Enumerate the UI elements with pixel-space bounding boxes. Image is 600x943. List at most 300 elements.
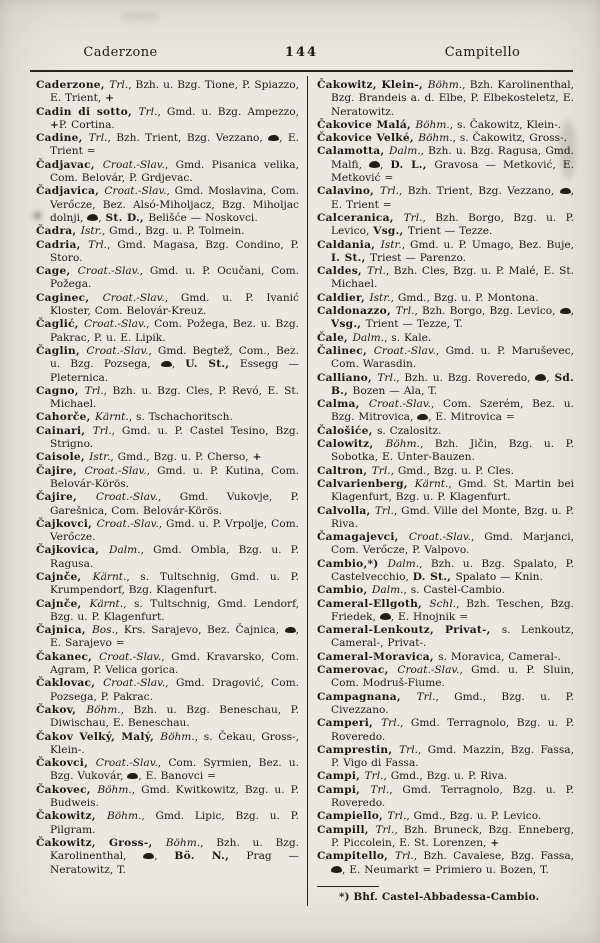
entry-text: , Gmd., Bzg. u. P. Cherso, — [110, 451, 253, 464]
entry-headword-or-line-abbr: Camerovac, — [317, 664, 398, 677]
entry-headword-or-line-abbr: Čakovci, — [36, 757, 96, 770]
entry-text: , Krs. Sarajevo, Bez. Čajnica, — [114, 624, 285, 637]
gazetteer-entry — [317, 531, 574, 558]
gazetteer-entry — [317, 651, 574, 664]
entry-headword-or-line-abbr: Čadjavica, — [36, 185, 105, 198]
entry-text: Trient — Tezze. — [407, 225, 493, 238]
region-abbreviation: Trl. — [374, 504, 394, 517]
entry-text: , s. Čakowitz, Klein-. — [449, 118, 562, 131]
entry-text: , Bzh. Karolinenthal, Bzg. Brandeis a. d. Elbe, P. Elbekosteletz, E. Neratowitz. — [331, 79, 574, 118]
region-abbreviation: Kärnt. — [89, 597, 124, 610]
running-head — [30, 45, 573, 60]
entry-text: , Gmd. Terragnolo, Bzg. u. P. Roveredo. — [331, 717, 574, 743]
entry-text: , Gmd. Mazzin, Bzg. Fassa, P. Vigo di Fassa. — [331, 743, 574, 770]
entry-headword-or-line-abbr: Campi, — [317, 770, 365, 783]
entry-headword-or-line-abbr: Cameral-Lenkoutz, Privat-, — [317, 624, 502, 637]
entry-text: Essegg — Pleternica. — [50, 358, 299, 384]
entry-text: , — [380, 158, 391, 171]
entry-text: , Gmd. u. Bzg. Ampezzo, — [157, 105, 300, 118]
header-rule — [30, 70, 573, 72]
entry-text: , Bzh. u. Bzg. Tione, P. Spiazzo, E. Trient, — [50, 79, 299, 105]
region-abbreviation: Croat.-Slav. — [104, 185, 167, 198]
region-abbreviation: Trl. — [109, 79, 129, 91]
entry-text: Triest — Parenzo. — [369, 251, 467, 264]
gazetteer-entry — [36, 318, 299, 345]
left-catchword: Caderzone — [83, 45, 158, 60]
footnote-text: *) Bhf. Castel-Abbadessa-Cambio. — [339, 890, 540, 903]
gazetteer-entry — [36, 159, 299, 186]
entry-text: Prag — Neratowitz, T. — [50, 850, 299, 876]
entry-text: , Gmd. Lipic, Bzg. u. P. Pilgram. — [50, 810, 299, 836]
right-catchword: Campitello — [444, 45, 521, 60]
entry-text: , Gmd. u. P. Umago, Bez. Buje, — [401, 238, 574, 251]
gazetteer-entry — [36, 704, 299, 731]
entry-headword-or-line-abbr: Caldania, — [317, 238, 381, 251]
entry-headword-or-line-abbr: Caderzone, — [36, 79, 110, 91]
gazetteer-entry — [36, 292, 299, 319]
entry-text: , Gmd. Magasa, Bzg. Condino, P. Storo. — [50, 238, 299, 264]
gazetteer-entry — [36, 491, 299, 518]
posthorn-icon — [161, 361, 172, 368]
entry-headword-or-line-abbr: Čakovice Malá, — [317, 118, 416, 131]
gazetteer-entry — [317, 145, 574, 185]
region-abbreviation: Istr. — [89, 451, 111, 464]
entry-text: Spalato — Knin. — [455, 570, 543, 583]
gazetteer-entry — [36, 385, 299, 412]
gazetteer-entry — [317, 132, 574, 145]
entry-text: , E. Trient = — [50, 132, 299, 158]
entry-text: , Bzh. u. Bzg. Cles, P. Revó, E. St. Michael. — [50, 384, 299, 411]
region-abbreviation: Trl. — [88, 238, 108, 251]
gazetteer-entry — [317, 598, 574, 625]
region-abbreviation: Trl. — [387, 810, 407, 823]
entry-headword-or-line-abbr: Čajkovica, — [36, 544, 109, 557]
entry-headword-or-line-abbr: Vsg., — [331, 318, 366, 331]
entry-headword-or-line-abbr: Cajnče, — [36, 570, 93, 583]
entry-text: , Bzh. Trient, Bzg. Vezzano, — [398, 185, 560, 198]
entry-headword-or-line-abbr: Camprestin, — [317, 743, 400, 756]
gazetteer-entry — [36, 810, 299, 837]
region-abbreviation: Trl. — [138, 105, 158, 118]
entry-text: s. Czalositz. — [376, 424, 442, 437]
gazetteer-entry — [317, 185, 574, 212]
region-abbreviation: Böhm. — [97, 783, 132, 796]
entry-headword-or-line-abbr: D. St., — [412, 570, 456, 583]
region-abbreviation: Trl. — [375, 823, 395, 836]
gazetteer-entry — [317, 79, 574, 119]
entry-text: , Gmd. u. P. Ivanić Kloster, Com. Belovár-Kreuz. — [50, 291, 299, 318]
entry-headword-or-line-abbr: Caldonazzo, — [317, 305, 396, 318]
region-abbreviation: Croat.-Slav. — [95, 757, 158, 770]
gazetteer-entry — [36, 465, 299, 492]
gazetteer-entry — [317, 305, 574, 332]
gazetteer-entry — [317, 119, 574, 132]
cross-icon: + — [252, 451, 262, 464]
region-abbreviation: Dalm. — [387, 557, 420, 570]
entry-headword-or-line-abbr: Cameral-Ellgoth, — [317, 597, 430, 610]
gazetteer-entry — [317, 332, 574, 345]
region-abbreviation: Dalm. — [108, 544, 141, 557]
entry-text: , Bzh. u. Bzg. Karolinenthal, — [50, 836, 300, 863]
region-abbreviation: Trl. — [84, 384, 104, 397]
entry-text: , Gmd., Bzg. u. P. Tolmein. — [101, 225, 245, 238]
region-abbreviation: Croat.-Slav. — [368, 398, 431, 411]
region-abbreviation: Croat.-Slav. — [102, 291, 165, 304]
region-abbreviation: Trl. — [371, 464, 391, 477]
gazetteer-entry — [36, 784, 299, 811]
region-abbreviation: Böhm. — [107, 810, 142, 823]
region-abbreviation: Croat.-Slav. — [95, 491, 158, 504]
gazetteer-entry — [317, 239, 574, 266]
gazetteer-entry — [317, 770, 574, 783]
cross-icon: + — [105, 92, 114, 105]
gazetteer-entry — [317, 345, 574, 372]
gazetteer-entry — [317, 784, 574, 811]
entry-headword-or-line-abbr: Bö. N., — [174, 850, 247, 863]
region-abbreviation: Böhm. — [415, 118, 450, 131]
cross-icon: + — [50, 118, 59, 131]
gazetteer-entry — [36, 345, 299, 385]
entry-text: , s. Kale. — [384, 331, 432, 344]
gazetteer-entry — [317, 465, 574, 478]
gazetteer-entry — [317, 265, 574, 292]
entry-headword-or-line-abbr: Cage, — [36, 265, 78, 278]
region-abbreviation: Kärnt. — [92, 570, 127, 583]
entry-text: , Gmd. u. P. Kutina, Com. Belovár-Körös. — [50, 464, 299, 490]
region-abbreviation: Trl. — [403, 211, 423, 224]
region-abbreviation: Dalm. — [352, 331, 385, 344]
entry-headword-or-line-abbr: Caldes, — [317, 265, 367, 278]
posthorn-icon — [285, 627, 296, 634]
region-abbreviation: Croat.-Slav. — [408, 531, 472, 544]
region-abbreviation: Böhm. — [160, 730, 195, 743]
region-abbreviation: Croat.-Slav. — [77, 265, 140, 278]
gazetteer-entry — [317, 584, 574, 597]
gazetteer-entry — [36, 837, 299, 877]
entry-text: Bozen — Ala, T. — [352, 384, 438, 397]
entry-headword-or-line-abbr: D. L., — [390, 158, 435, 171]
entry-text: , Gmd., Bzg. u. P. Montona. — [390, 291, 539, 304]
gazetteer-entry — [317, 824, 574, 851]
gazetteer-entry — [36, 451, 299, 464]
region-abbreviation: Croat.-Slav. — [96, 517, 159, 530]
entry-headword-or-line-abbr: Čakanec, — [36, 650, 100, 663]
entry-text: , s. Tultschnig, Gmd. Lendorf, Bzg. u. P. Klagenfurt. — [50, 597, 299, 623]
footnote-block — [317, 886, 574, 904]
entry-text: , Gmd., Bzg. u. P. Levico. — [406, 810, 542, 823]
entry-headword-or-line-abbr: Caginec, — [36, 291, 103, 304]
entry-text: , Bzh. u. Bzg. Ragusa, Gmd. Malfi, — [331, 145, 574, 171]
entry-text: , Bzh. u. Bzg. Beneschau, P. Diwischau, E. Beneschau. — [50, 703, 299, 730]
entry-headword-or-line-abbr: Čajkovci, — [36, 517, 97, 530]
region-abbreviation: Böhm. — [418, 132, 453, 145]
entry-text: , s. Tultschnig, Gmd. u. P. Krumpendorf, Bzg. Klagenfurt. — [50, 570, 299, 597]
region-abbreviation: Trl. — [92, 424, 112, 437]
gazetteer-entry — [36, 651, 299, 678]
entry-headword-or-line-abbr: Campill, — [317, 823, 376, 836]
entry-headword-or-line-abbr: Cadin di sotto, — [36, 105, 139, 118]
posthorn-icon — [143, 853, 154, 860]
entry-text: s. Lenkoutz, Cameral-, Privat-. — [331, 624, 574, 650]
entry-text: , Gmd. Marjanci, Com. Verőcze, P. Valpovo. — [331, 531, 574, 557]
entry-text: Gravosa — Metković, E. Metković = — [331, 158, 574, 185]
gazetteer-entry — [36, 132, 299, 159]
entry-text: , Com. Szerém, Bez. u. Bzg. Mitrovica, — [331, 398, 574, 424]
entry-headword-or-line-abbr: Čale, — [317, 331, 353, 344]
entry-text: , Gmd. u. P. Castel Tesino, Bzg. Strigno. — [50, 424, 299, 451]
entry-headword-or-line-abbr: Čakowitz, — [36, 810, 107, 823]
entry-headword-or-line-abbr: Cameral-Moravica, — [317, 650, 439, 663]
region-abbreviation: Trl. — [394, 850, 414, 863]
region-abbreviation: Croat.-Slav. — [373, 344, 436, 357]
entry-headword-or-line-abbr: Čakov Velký, Malý, — [36, 730, 161, 743]
gazetteer-entry — [36, 571, 299, 598]
entry-text: , E. Sarajevo = — [50, 624, 300, 650]
entry-headword-or-line-abbr: Cadine, — [36, 132, 89, 145]
page-number: 144 — [284, 45, 319, 60]
entry-text: , Bzh. Jičin, Bzg. u. P. Sobotka, E. Unter-Bauzen. — [331, 438, 574, 464]
entry-text: , Gmd. u. P. Sluin, Com. Modruš-Fiume. — [331, 664, 574, 690]
region-abbreviation: Trl. — [381, 717, 400, 730]
entry-text: , Bzh. Bruneck, Bzg. Enneberg, P. Piccolein, E. St. Lorenzen, — [331, 823, 574, 849]
entry-text: , — [570, 305, 574, 318]
region-abbreviation: Dalm. — [389, 145, 421, 158]
gazetteer-entry — [36, 731, 299, 758]
region-abbreviation: Schl. — [429, 597, 457, 610]
region-abbreviation: Croat.-Slav. — [83, 318, 147, 331]
gazetteer-entry — [36, 225, 299, 238]
gazetteer-entry — [317, 398, 574, 425]
entry-text: , — [154, 850, 175, 863]
entry-headword-or-line-abbr: Čaklovac, — [36, 677, 104, 690]
entry-headword-or-line-abbr: Calliano, — [317, 371, 378, 384]
entry-text: , s. Castel-Cambio. — [403, 584, 505, 597]
entry-headword-or-line-abbr: Cahorče, — [36, 411, 95, 424]
posthorn-icon — [127, 773, 138, 780]
gazetteer-entry — [36, 624, 299, 651]
entry-headword-or-line-abbr: Cainari, — [36, 424, 93, 437]
entry-text: , Bzh. Borgo, Bzg. u. P. Levico, — [331, 211, 574, 238]
region-abbreviation: Trl. — [364, 770, 384, 783]
gazetteer-entry — [36, 677, 299, 704]
entry-text: , Com. Požega, Bez. u. Bzg. Pakrac, P. u. E. Lipik. — [50, 318, 299, 344]
region-abbreviation: Croat.-Slav. — [86, 344, 149, 357]
gazetteer-entry — [317, 624, 574, 651]
entry-text: , Gmd. Begtež, Com., Bez. u. Bzg. Pozsega, — [50, 344, 299, 371]
entry-headword-or-line-abbr: Čajire, — [36, 491, 96, 504]
entry-text: s. Moravica, Cameral-. — [438, 650, 561, 663]
region-abbreviation: Bos. — [91, 624, 115, 637]
entry-text: , Gmd. Kwitkowitz, Bzg. u. P. Budweis. — [50, 783, 299, 810]
entry-text: , s. Tschachoritsch. — [128, 411, 233, 424]
region-abbreviation: Croat.-Slav. — [103, 677, 166, 690]
gazetteer-entry — [36, 425, 299, 452]
gazetteer-entry — [317, 850, 574, 877]
footnote-rule — [317, 886, 379, 887]
region-abbreviation: Trl. — [370, 783, 390, 796]
cross-icon: + — [490, 836, 500, 849]
gazetteer-entry — [317, 717, 574, 744]
entry-headword-or-line-abbr: Calowitz, — [317, 438, 386, 451]
posthorn-icon — [87, 214, 98, 221]
entry-headword-or-line-abbr: Caisole, — [36, 451, 90, 464]
posthorn-icon — [535, 374, 546, 381]
entry-text: , Gmd., Bzg. u. P. Cles. — [390, 464, 514, 477]
gazetteer-entry — [36, 544, 299, 571]
entry-text: , Gmd. St. Martin bei Klagenfurt, Bzg. u. P. Klagenfurt. — [331, 477, 574, 504]
entry-text: , Com. Syrmien, Bez. u. Bzg. Vukovár, — [50, 757, 299, 783]
entry-headword-or-line-abbr: Calma, — [317, 398, 369, 411]
entry-headword-or-line-abbr: Calceranica, — [317, 211, 404, 224]
entry-text: , Bzh. Borgo, Bzg. Levico, — [414, 305, 560, 318]
left-column — [36, 79, 299, 877]
region-abbreviation: Istr. — [369, 291, 391, 304]
region-abbreviation: Croat.-Slav. — [397, 664, 460, 677]
entry-text: , E. Banovci = — [138, 770, 216, 783]
entry-text: , Gmd., Bzg. u. P. Riva. — [383, 770, 508, 783]
region-abbreviation: Trl. — [367, 265, 386, 278]
entry-headword-or-line-abbr: Calamotta, — [317, 145, 390, 158]
entry-text: , Gmd., Bzg. u. P. Civezzano. — [331, 690, 574, 716]
entry-headword-or-line-abbr: Calvolla, — [317, 504, 375, 517]
gazetteer-entry — [317, 478, 574, 505]
entry-headword-or-line-abbr: Camperi, — [317, 717, 382, 730]
entry-headword-or-line-abbr: Caldier, — [317, 291, 370, 304]
entry-headword-or-line-abbr: Čalinec, — [317, 344, 374, 357]
gazetteer-entry — [36, 598, 299, 625]
gazetteer-entry — [317, 505, 574, 532]
posthorn-icon — [369, 161, 380, 168]
entry-text: , Gmd. Ville del Monte, Bzg. u. P. Riva. — [331, 504, 574, 530]
entry-text: , Bzh. Cles, Bzg. u. P. Malé, E. St. Michael. — [331, 265, 575, 291]
entry-headword-or-line-abbr: Cambio,*) — [317, 557, 388, 570]
region-abbreviation: Böhm. — [165, 836, 201, 849]
region-abbreviation: Trl. — [88, 132, 108, 145]
entry-text: , — [98, 211, 106, 224]
entry-headword-or-line-abbr: Sd. B., — [331, 371, 574, 397]
entry-text: , — [171, 358, 186, 371]
region-abbreviation: Trl. — [399, 743, 418, 756]
region-abbreviation: Istr. — [80, 225, 102, 238]
region-abbreviation: Istr. — [380, 238, 402, 251]
entry-headword-or-line-abbr: Čaglin, — [36, 344, 87, 357]
entry-text: Trient — Tezze, T. — [365, 318, 463, 331]
posthorn-icon — [331, 866, 342, 873]
entry-headword-or-line-abbr: U. St., — [185, 358, 240, 371]
posthorn-icon — [560, 308, 571, 315]
entry-headword-or-line-abbr: Čakovec, — [36, 783, 98, 796]
gazetteer-entry — [36, 265, 299, 292]
posthorn-icon — [560, 188, 571, 195]
entry-headword-or-line-abbr: I. St., — [331, 251, 370, 264]
gazetteer-entry — [317, 691, 574, 718]
entry-headword-or-line-abbr: Campiello, — [317, 810, 388, 823]
entry-headword-or-line-abbr: Cagno, — [36, 384, 85, 397]
region-abbreviation: Kärnt. — [414, 477, 449, 490]
entry-headword-or-line-abbr: Campi, — [317, 783, 371, 796]
entry-text: , Gmd. u. P. Maruševec, Com. Warasdin. — [331, 344, 574, 371]
entry-headword-or-line-abbr: Cajnče, — [36, 597, 90, 610]
gazetteer-entry — [36, 757, 299, 784]
entry-text: , Gmd. Terragnolo, Bzg. u. P. Roveredo. — [331, 783, 574, 810]
gazetteer-entry — [317, 292, 574, 305]
region-abbreviation: Croat.-Slav. — [99, 650, 162, 663]
right-column — [317, 79, 574, 904]
entry-headword-or-line-abbr: Campitello, — [317, 850, 395, 863]
entry-headword-or-line-abbr: Čadjavac, — [36, 158, 103, 171]
entry-text: , Bzh. u. Bzg. Spalato, P. Castelvecchio, — [331, 557, 574, 583]
entry-text: , Gmd. u. P. Vrpolje, Com. Verőcze. — [50, 517, 300, 544]
entry-text: , Gmd. Ombla, Bzg. u. P. Ragusa. — [50, 544, 300, 570]
gazetteer-entry — [317, 558, 574, 585]
entry-headword-or-line-abbr: Calavino, — [317, 185, 381, 198]
gazetteer-entry — [317, 810, 574, 823]
region-abbreviation: Croat.-Slav. — [102, 158, 165, 171]
entry-headword-or-line-abbr: Vsg., — [373, 225, 408, 238]
entry-headword-or-line-abbr: St. D., — [105, 211, 149, 224]
entry-text: , E. Mitrovica = — [428, 411, 515, 424]
entry-text: , E. Trient = — [331, 185, 574, 211]
entry-text: , Gmd. Kravarsko, Com. Agram, P. Velica gorica. — [50, 650, 299, 677]
entry-text: , E. Neumarkt = Primiero u. Bozen, T. — [342, 863, 549, 876]
entry-text: , Gmd. Pisanica velika, Com. Belovár, P. Grdjevac. — [50, 158, 299, 185]
entry-text: , Gmd. Moslavina, Com. Verőcze, Bez. Alsó-Miholjacz, Bzg. Miholjac dolnji, — [50, 185, 299, 224]
gazetteer-entry — [317, 372, 574, 399]
entry-text: , s. Čekau, Gross-, Klein-. — [50, 730, 299, 756]
region-abbreviation: Böhm. — [385, 438, 420, 451]
entry-text: , Bzh. Teschen, Bzg. Friedek, — [331, 597, 574, 623]
entry-headword-or-line-abbr: Čalošiće, — [317, 424, 377, 437]
entry-text: , Bzh. u. Bzg. Roveredo, — [396, 371, 536, 384]
entry-text: P. Cortina. — [58, 118, 115, 131]
gazetteer-entry — [36, 411, 299, 424]
posthorn-icon — [380, 613, 391, 620]
entry-text: , Gmd. Dragović, Com. Pozsega, P. Pakrac. — [50, 677, 299, 703]
gazetteer-entry — [36, 518, 299, 545]
posthorn-icon — [268, 135, 279, 142]
gazetteer-entry — [317, 212, 574, 239]
entry-headword-or-line-abbr: Caltron, — [317, 464, 372, 477]
entry-headword-or-line-abbr: Čajnica, — [36, 624, 92, 637]
entry-text: , — [546, 371, 555, 384]
entry-text: , E. Hnojnik = — [390, 610, 469, 623]
entry-text: , Gmd. u. P. Ocučani, Com. Požega. — [50, 265, 299, 291]
gazetteer-entry — [36, 79, 299, 106]
entry-headword-or-line-abbr: Čaglić, — [36, 318, 84, 331]
region-abbreviation: Trl. — [395, 305, 415, 318]
region-abbreviation: Trl. — [380, 185, 399, 198]
entry-text: Belišće — Noskovci. — [148, 211, 258, 224]
entry-headword-or-line-abbr: Čadra, — [36, 225, 81, 238]
region-abbreviation: Kärnt. — [94, 411, 129, 424]
entry-text: , Bzh. Trient, Bzg. Vezzano, — [107, 132, 269, 145]
gazetteer-entry — [36, 106, 299, 133]
entry-headword-or-line-abbr: Calvarienberg, — [317, 477, 415, 490]
entry-text: , s. Čakowitz, Gross-. — [452, 132, 568, 145]
region-abbreviation: Croat.-Slav. — [84, 464, 147, 477]
gazetteer-entry — [36, 185, 299, 225]
entry-text: , Gmd. Vukovje, P. Garešnica, Com. Belovár-Körös. — [50, 491, 299, 517]
gazetteer-entry — [317, 744, 574, 771]
entry-headword-or-line-abbr: Čakovice Velké, — [317, 132, 419, 145]
entry-text: , Bzh. Cavalese, Bzg. Fassa, — [413, 850, 574, 863]
entry-headword-or-line-abbr: Cambio, — [317, 584, 372, 597]
gazetteer-entry — [317, 664, 574, 691]
entry-headword-or-line-abbr: Čakov, — [36, 703, 87, 716]
region-abbreviation: Böhm. — [86, 703, 121, 716]
entry-headword-or-line-abbr: Cadria, — [36, 238, 89, 251]
entry-headword-or-line-abbr: Čajire, — [36, 464, 85, 477]
